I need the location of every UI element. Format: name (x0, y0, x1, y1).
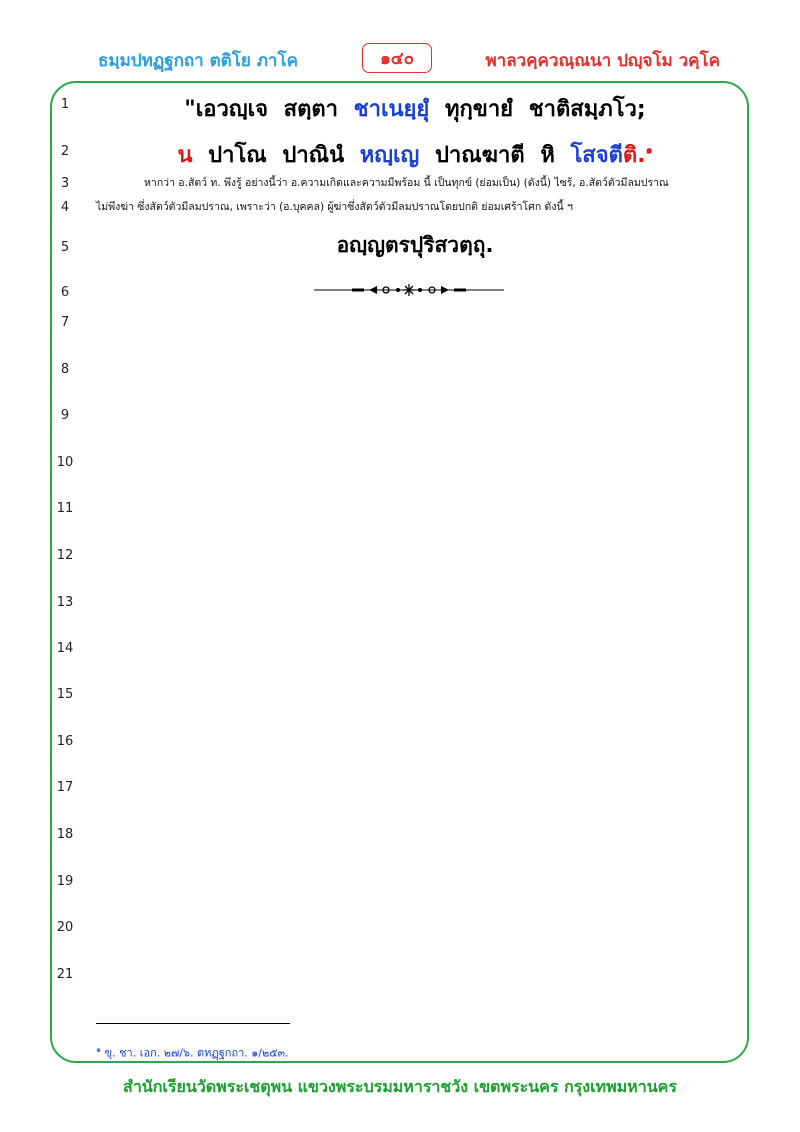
decorative-divider-icon (314, 283, 504, 297)
page-number: ๑๔๐ (379, 48, 415, 69)
line-number: 17 (56, 780, 74, 795)
verse-text: ปาโณ ปาณินํ (192, 143, 360, 168)
line-number: 8 (60, 362, 70, 377)
line-number: 12 (56, 548, 74, 563)
verse-highlight: หญฺเญ (359, 143, 420, 168)
translation-line-1: หากว่า อ.สัตว์ ท. พึงรู้ อย่างนี้ว่า อ.ความเกิดและความมีพร้อม นี้ เป็นทุกข์ (ย่อมเป็น) (ดังนี้) ไซร้, อ.สัตว์ตัวมีลมปราณ (144, 177, 669, 189)
line-number: 11 (56, 501, 74, 516)
verse-line-2 (100, 137, 730, 172)
translation-line-2: ไม่พึงฆ่า ซึ่งสัตว์ตัวมีลมปราณ, เพราะว่า (อ.บุคคล) ผู้ฆ่าซึ่งสัตว์ตัวมีลมปราณโดยปกติ ย่อมเศร้าโศก ดังนี้ ฯ (96, 201, 573, 213)
line-number: 9 (60, 408, 70, 423)
verse-text: "เอวญฺเจ สตฺตา (184, 97, 354, 122)
line-number: 5 (60, 240, 70, 255)
line-number: 19 (56, 874, 74, 889)
verse-highlight: น (177, 143, 193, 168)
line-number: 3 (60, 176, 70, 191)
line-number: 7 (60, 315, 70, 330)
verse-text: ทุกฺขายํ ชาติสมฺภโว; (429, 97, 646, 122)
line-number: 14 (56, 641, 74, 656)
line-number: 20 (56, 920, 74, 935)
footnote-text: ขุ. ชา. เอก. ๒๗/๖. ตทฏฺฐกถา. ๑/๒๕๓. (101, 1046, 289, 1060)
line-number: 18 (56, 827, 74, 842)
line-number: 4 (60, 200, 70, 215)
page-number-badge (362, 43, 432, 73)
verse-highlight: ติ. (622, 143, 646, 168)
line-number: 1 (60, 97, 70, 112)
verse-highlight: ชาเนยฺยุํ (353, 97, 430, 122)
header-left-title: ธมฺมปทฏฺฐกถา ตติโย ภาโค (98, 51, 298, 71)
line-number: 6 (60, 285, 70, 300)
verse-highlight: โสจตี (570, 143, 623, 168)
line-number: 21 (56, 967, 74, 982)
section-title: อญฺญตรปุริสวตฺถุ. (336, 233, 494, 257)
line-number: 10 (56, 455, 74, 470)
footnote-mark: ๑ (96, 1045, 102, 1054)
line-number: 15 (56, 687, 74, 702)
verse-text: ปาณฆาตี หิ (419, 143, 571, 168)
footnote-reference[interactable]: ๑ (645, 143, 653, 157)
header-right-title: พาลวคฺควณฺณนา ปญฺจโม วคฺโค (485, 51, 720, 71)
line-number: 16 (56, 734, 74, 749)
verse-line-1 (100, 91, 730, 126)
line-number: 13 (56, 595, 74, 610)
footnote (96, 1043, 289, 1062)
page-footer: สำนักเรียนวัดพระเชตุพน แขวงพระบรมมหาราชวัง เขตพระนคร กรุงเทพมหานคร (123, 1077, 677, 1096)
line-number: 2 (60, 144, 70, 159)
footnote-rule (96, 1023, 290, 1024)
